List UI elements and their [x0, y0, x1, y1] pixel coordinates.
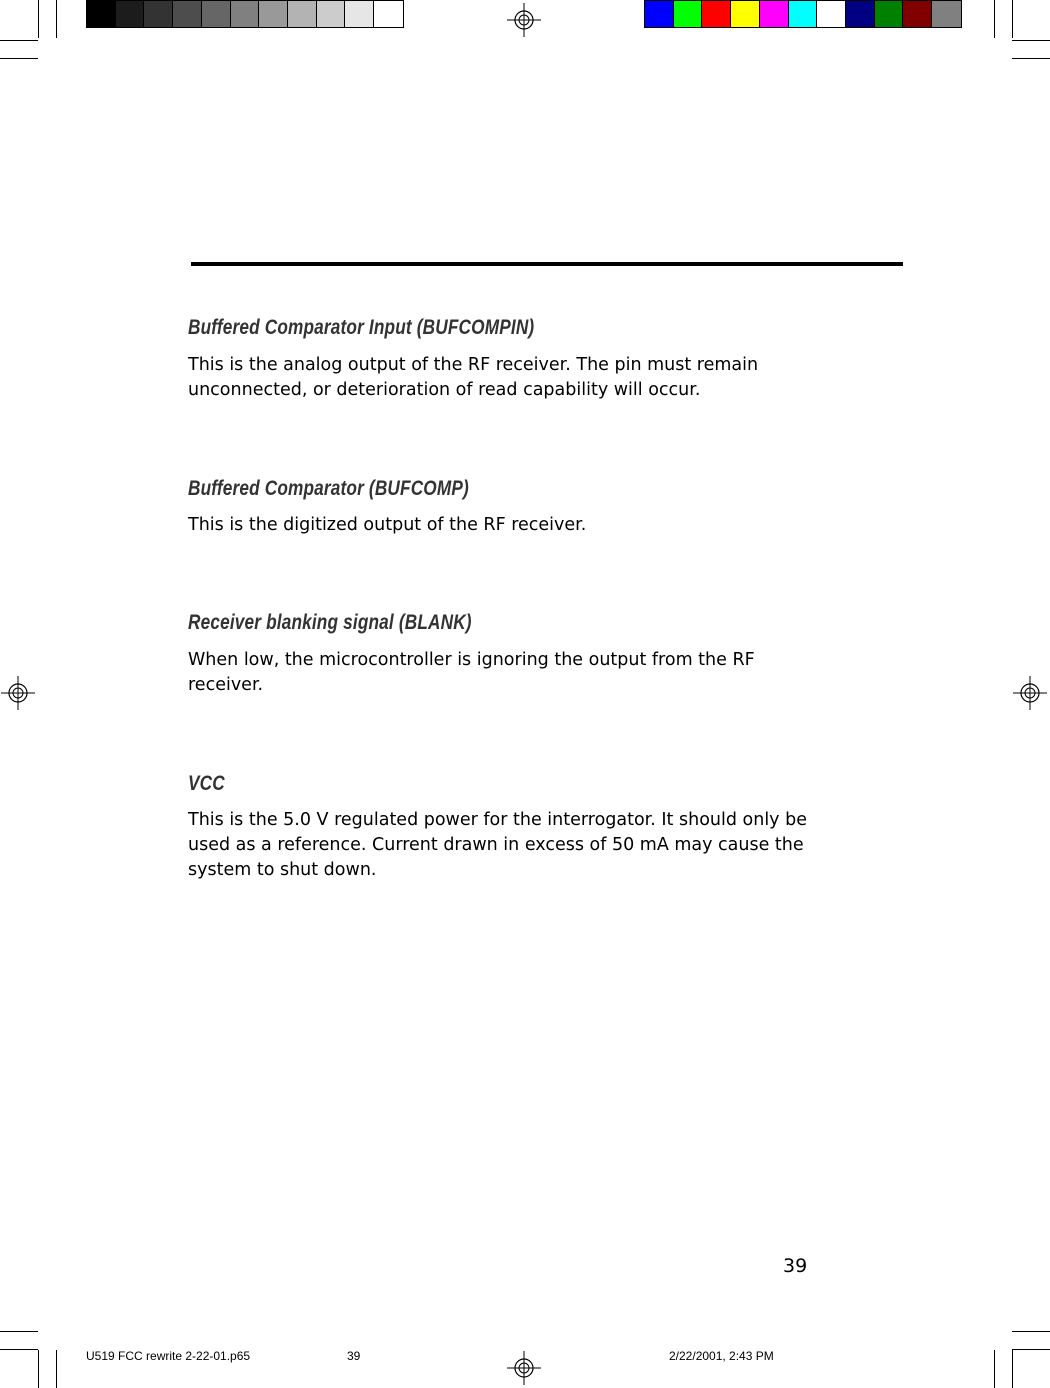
grayscale-color-bar	[86, 0, 404, 28]
color-swatch	[875, 1, 904, 27]
section-body: This is the 5.0 V regulated power for the interrogator. It should only be used as a reference. Current drawn in excess of 50 mA may cause the system to shut down.	[188, 810, 807, 880]
crop-mark	[38, 1350, 39, 1388]
registration-mark-icon	[1, 676, 35, 710]
crop-mark	[994, 0, 995, 38]
crop-mark	[0, 1349, 38, 1350]
crop-mark	[994, 1350, 995, 1388]
color-swatch	[173, 1, 202, 27]
color-swatch	[144, 1, 173, 27]
color-swatch	[87, 1, 116, 27]
section-heading: Receiver blanking signal (BLANK)	[188, 611, 472, 634]
crop-mark	[0, 58, 38, 59]
color-swatch	[345, 1, 374, 27]
registration-mark-icon	[1013, 676, 1047, 710]
color-swatch	[116, 1, 145, 27]
color-swatch	[731, 1, 760, 27]
crop-mark	[56, 0, 57, 38]
color-swatch	[817, 1, 846, 27]
color-swatch	[932, 1, 961, 27]
color-swatch	[702, 1, 731, 27]
crop-mark	[38, 0, 39, 38]
section-heading: Buffered Comparator Input (BUFCOMPIN)	[188, 316, 535, 339]
registration-mark-icon	[507, 3, 541, 37]
color-swatch	[760, 1, 789, 27]
crop-mark	[0, 40, 38, 41]
crop-mark	[1012, 58, 1050, 59]
process-color-bar	[644, 0, 962, 28]
crop-mark	[1012, 1349, 1050, 1350]
color-swatch	[645, 1, 674, 27]
crop-mark	[1012, 1331, 1050, 1332]
slug-filename: U519 FCC rewrite 2-22-01.p65	[86, 1349, 251, 1363]
color-swatch	[202, 1, 231, 27]
section-heading: Buffered Comparator (BUFCOMP)	[188, 477, 469, 500]
color-swatch	[674, 1, 703, 27]
section-heading: VCC	[188, 772, 225, 795]
section-body: This is the analog output of the RF receiver. The pin must remain unconnected, or deterioration of read capability will occur.	[188, 355, 759, 400]
slug-datetime: 2/22/2001, 2:43 PM	[669, 1349, 774, 1363]
color-swatch	[259, 1, 288, 27]
slug-page: 39	[347, 1349, 361, 1363]
color-swatch	[903, 1, 932, 27]
section-body: When low, the microcontroller is ignoring the output from the RF receiver.	[188, 650, 755, 695]
crop-mark	[1012, 40, 1050, 41]
color-swatch	[317, 1, 346, 27]
crop-mark	[1012, 1350, 1013, 1388]
color-swatch	[374, 1, 403, 27]
crop-mark	[1012, 0, 1013, 38]
color-swatch	[846, 1, 875, 27]
header-rule	[191, 262, 903, 266]
color-swatch	[789, 1, 818, 27]
crop-mark	[0, 1331, 38, 1332]
section-body: This is the digitized output of the RF receiver.	[188, 515, 587, 535]
registration-mark-icon	[507, 1351, 541, 1385]
crop-mark	[56, 1350, 57, 1388]
color-swatch	[231, 1, 260, 27]
color-swatch	[288, 1, 317, 27]
page-number: 39	[783, 1255, 808, 1277]
